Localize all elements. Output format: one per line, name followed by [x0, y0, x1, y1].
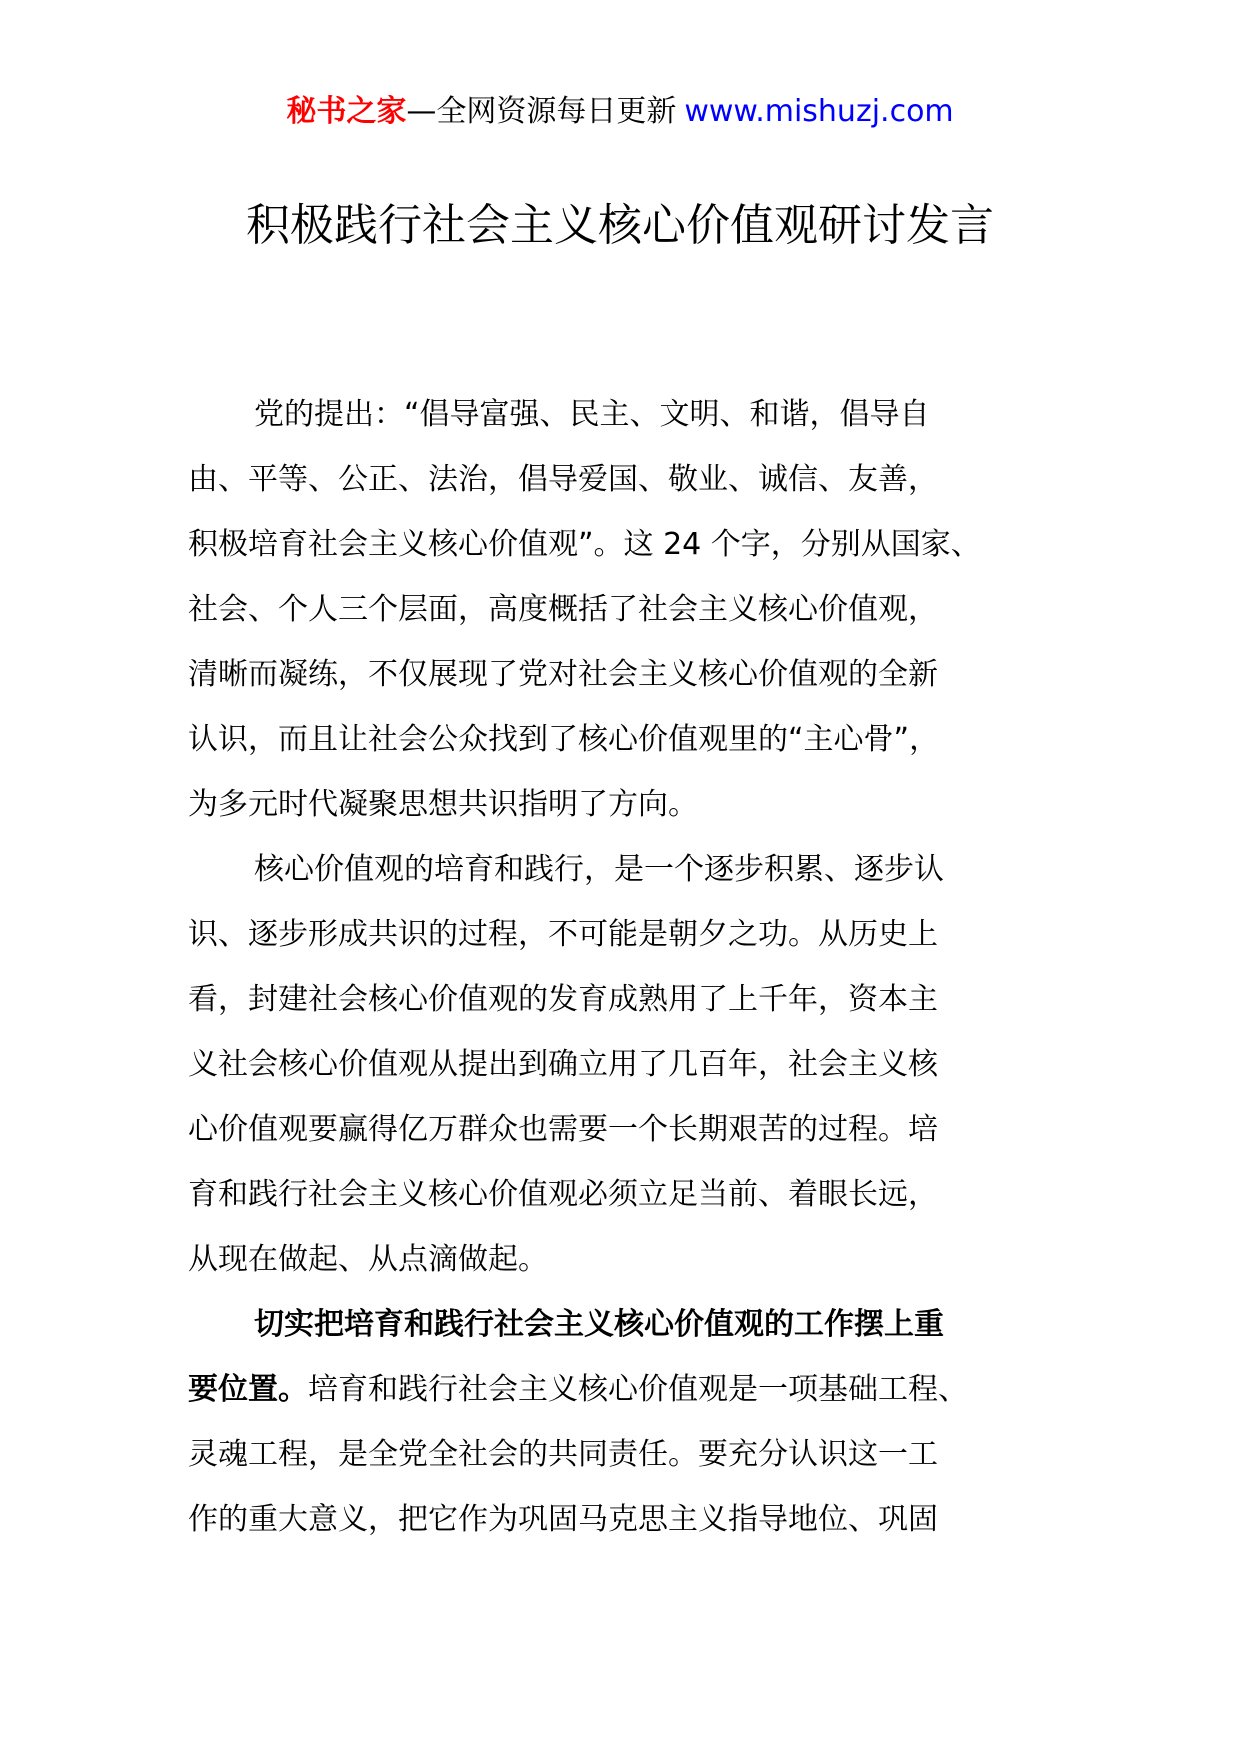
paragraph-line: 积极培育社会主义核心价值观”。这 24 个字，分别从国家、	[188, 527, 981, 562]
brand-name: 秘书之家	[286, 94, 407, 129]
paragraph-line: 党的提出：“倡导富强、民主、文明、和谐，倡导自	[254, 397, 930, 432]
paragraph-line: 由、平等、公正、法治，倡导爱国、敬业、诚信、友善，	[188, 462, 938, 497]
paragraph-line: 育和践行社会主义核心价值观必须立足当前、着眼长远，	[188, 1177, 938, 1212]
paragraph-line: 灵魂工程，是全党全社会的共同责任。要充分认识这一工	[188, 1437, 938, 1472]
paragraph-heading-line: 切实把培育和践行社会主义核心价值观的工作摆上重	[254, 1307, 944, 1342]
paragraph-line: 看，封建社会核心价值观的发育成熟用了上千年，资本主	[188, 982, 938, 1017]
paragraph-heading-end: 要位置。	[188, 1372, 308, 1407]
paragraph-1	[188, 382, 1068, 837]
paragraph-line	[188, 1357, 1068, 1422]
site-url-link[interactable]: www.mishuzj.com	[684, 94, 954, 129]
paragraph-line: 作的重大意义，把它作为巩固马克思主义指导地位、巩固	[188, 1502, 938, 1537]
paragraph-line: 心价值观要赢得亿万群众也需要一个长期艰苦的过程。培	[188, 1112, 938, 1147]
paragraph-line: 认识，而且让社会公众找到了核心价值观里的“主心骨”，	[188, 722, 940, 757]
paragraph-line: 清晰而凝练，不仅展现了党对社会主义核心价值观的全新	[188, 657, 938, 692]
paragraph-line: 从现在做起、从点滴做起。	[188, 1242, 548, 1277]
paragraph-line: 核心价值观的培育和践行，是一个逐步积累、逐步认	[254, 852, 944, 887]
header-tagline: —全网资源每日更新	[406, 94, 677, 129]
paragraph-line: 为多元时代凝聚思想共识指明了方向。	[188, 787, 698, 822]
paragraph-line: 识、逐步形成共识的过程，不可能是朝夕之功。从历史上	[188, 917, 938, 952]
paragraph-2	[188, 837, 1068, 1292]
site-header	[0, 92, 1240, 132]
document-body	[188, 382, 1068, 1552]
document-title: 积极践行社会主义核心价值观研讨发言	[246, 200, 994, 251]
paragraph-line-rest: 培育和践行社会主义核心价值观是一项基础工程、	[308, 1372, 968, 1407]
paragraph-3	[188, 1292, 1068, 1552]
paragraph-line: 义社会核心价值观从提出到确立用了几百年，社会主义核	[188, 1047, 938, 1082]
paragraph-line: 社会、个人三个层面，高度概括了社会主义核心价值观，	[188, 592, 938, 627]
